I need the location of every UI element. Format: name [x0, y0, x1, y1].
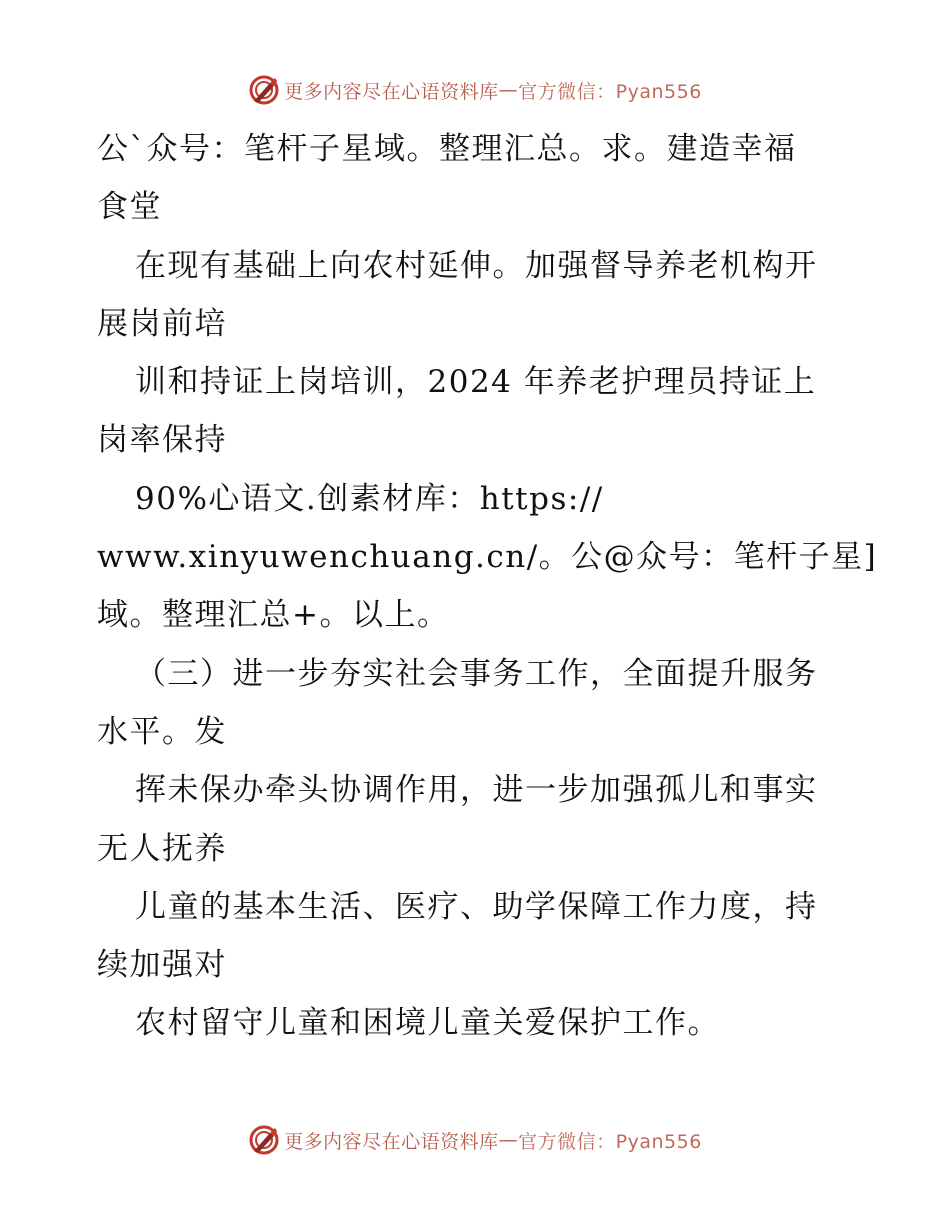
footer-site-text: 更多内容尽在心语资料库: [284, 1130, 499, 1153]
body-line: 90%心语文.创素材库：https://: [135, 480, 604, 517]
pen-circle-logo-icon: [248, 74, 280, 106]
body-line: 公`众号：笔杆子星域。整理汇总。求。建造幸福: [97, 131, 797, 167]
header-banner: [0, 70, 950, 110]
header-dash: —: [498, 79, 519, 101]
body-line: 续加强对: [97, 947, 227, 984]
body-line: 儿童的基本生活、医疗、助学保障工作力度，持: [135, 888, 818, 925]
body-line: 域。整理汇总+。以上。: [97, 597, 450, 634]
body-line: 挥未保办牵头协调作用，进一步加强孤儿和事实: [135, 772, 818, 809]
body-line: 展岗前培: [97, 305, 227, 342]
body-line: 水平。发: [97, 713, 227, 750]
header-wechat-text: 官方微信：Pyan556: [518, 80, 702, 103]
body-line: 无人抚养: [97, 830, 227, 867]
body-line-url: www.xinyuwenchuang.cn/。公@众号：笔杆子星]: [97, 539, 878, 576]
footer-dash: —: [498, 1129, 519, 1151]
footer-wechat-text: 官方微信：Pyan556: [518, 1130, 702, 1153]
body-line: （三）进一步夯实社会事务工作，全面提升服务: [135, 655, 818, 692]
document-body: [97, 120, 878, 1053]
body-line: 农村留守儿童和困境儿童关爱保护工作。: [135, 1005, 720, 1042]
pen-circle-logo-icon: [248, 1124, 280, 1156]
body-line: 岗率保持: [97, 422, 227, 459]
body-line: 食堂: [97, 189, 162, 226]
body-line: 训和持证上岗培训，2024 年养老护理员持证上: [135, 364, 817, 401]
footer-banner: [0, 1120, 950, 1160]
body-line: 在现有基础上向农村延伸。加强督导养老机构开: [135, 247, 818, 284]
header-site-text: 更多内容尽在心语资料库: [284, 80, 499, 103]
